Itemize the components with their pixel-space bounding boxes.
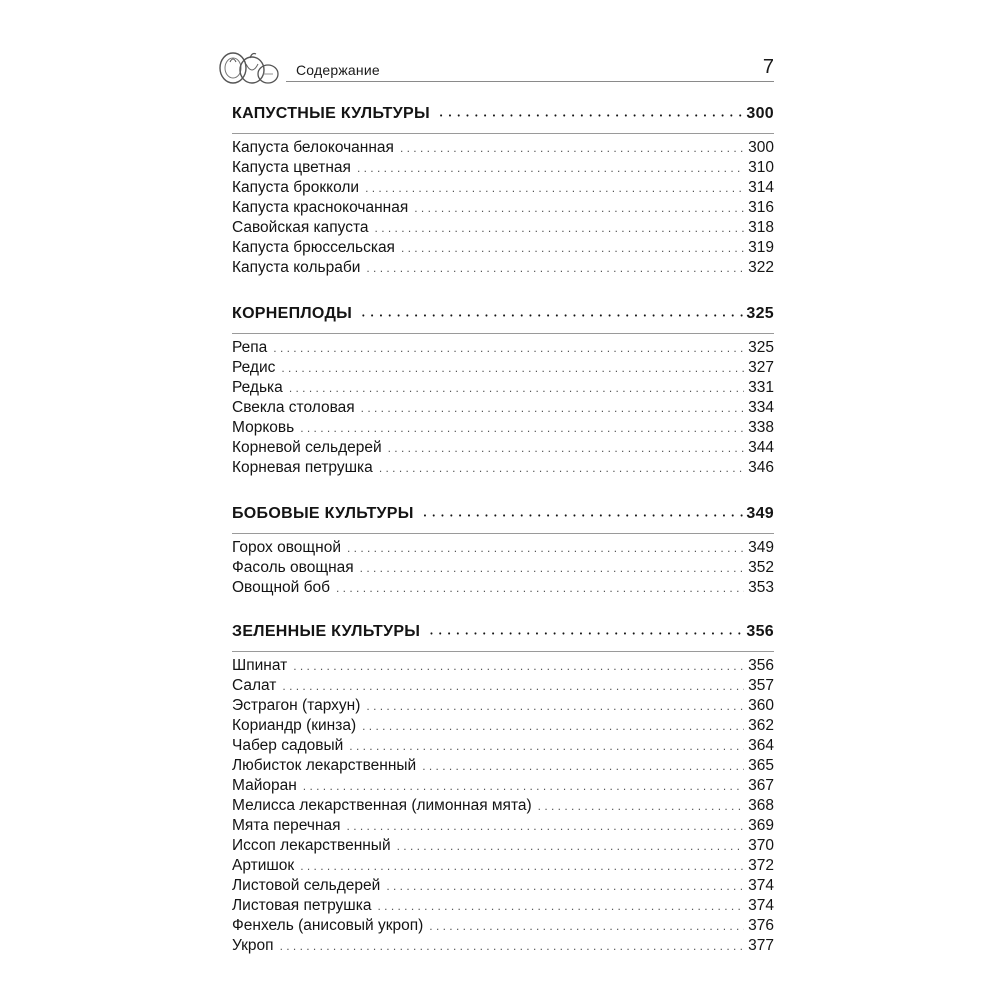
entry-title: Укроп (232, 937, 274, 954)
entry-page: 344 (748, 439, 774, 456)
toc-entry[interactable] (232, 677, 774, 697)
leader-dots (293, 659, 744, 673)
entry-page: 300 (748, 139, 774, 156)
toc-entry[interactable] (232, 917, 774, 937)
section-divider (232, 333, 774, 334)
toc-entry[interactable] (232, 439, 774, 459)
entry-page: 365 (748, 757, 774, 774)
toc-section-heading[interactable] (232, 105, 774, 129)
toc-entry[interactable] (232, 359, 774, 379)
leader-dots (414, 201, 744, 215)
entry-title: Капуста краснокочанная (232, 199, 409, 216)
section-title: КОРНЕПЛОДЫ (232, 305, 353, 322)
leader-dots (361, 401, 744, 415)
entry-title: Корневой сельдерей (232, 439, 382, 456)
leader-dots (365, 181, 744, 195)
toc-section-root-crops (232, 305, 774, 479)
toc-entry[interactable] (232, 697, 774, 717)
leader-dots (289, 381, 744, 395)
leader-dots (440, 105, 744, 121)
entry-page: 319 (748, 239, 774, 256)
entry-page: 322 (748, 259, 774, 276)
entry-page: 372 (748, 857, 774, 874)
entry-title: Фасоль овощная (232, 559, 354, 576)
entry-title: Морковь (232, 419, 295, 436)
entry-page: 374 (748, 877, 774, 894)
entry-title: Листовой сельдерей (232, 877, 381, 894)
page-header-title: Содержание (296, 62, 380, 78)
entry-title: Салат (232, 677, 277, 694)
entry-page: 368 (748, 797, 774, 814)
toc-entry[interactable] (232, 339, 774, 359)
entry-title: Капуста белокочанная (232, 139, 394, 156)
section-page: 356 (746, 623, 774, 640)
toc-entry[interactable] (232, 139, 774, 159)
leader-dots (347, 541, 744, 555)
leader-dots (430, 623, 744, 639)
section-divider (232, 533, 774, 534)
toc-entry[interactable] (232, 159, 774, 179)
toc-entry[interactable] (232, 259, 774, 279)
entry-page: 377 (748, 937, 774, 954)
section-title: БОБОВЫЕ КУЛЬТУРЫ (232, 505, 414, 522)
section-page: 300 (746, 105, 774, 122)
toc-entry[interactable] (232, 837, 774, 857)
toc-section-heading[interactable] (232, 623, 774, 647)
toc-entry[interactable] (232, 877, 774, 897)
header-rule (286, 81, 774, 82)
section-divider (232, 133, 774, 134)
entry-title: Репа (232, 339, 268, 356)
leader-dots (401, 241, 744, 255)
leader-dots (300, 421, 744, 435)
toc-entry[interactable] (232, 219, 774, 239)
page-header (216, 48, 774, 88)
toc-entry[interactable] (232, 937, 774, 957)
leader-dots (282, 679, 744, 693)
leader-dots (377, 899, 744, 913)
toc-entry[interactable] (232, 179, 774, 199)
leader-dots (386, 879, 744, 893)
leader-dots (366, 261, 744, 275)
leader-dots (422, 759, 744, 773)
leader-dots (362, 305, 744, 321)
entry-page: 349 (748, 539, 774, 556)
entry-page: 310 (748, 159, 774, 176)
entry-page: 314 (748, 179, 774, 196)
entry-page: 327 (748, 359, 774, 376)
leader-dots (362, 719, 744, 733)
entry-title: Мелисса лекарственная (лимонная мята) (232, 797, 532, 814)
entry-title: Овощной боб (232, 579, 331, 596)
toc-entry[interactable] (232, 239, 774, 259)
leader-dots (366, 699, 744, 713)
toc-entry[interactable] (232, 657, 774, 677)
leader-dots (379, 461, 744, 475)
toc-entry[interactable] (232, 419, 774, 439)
toc-entry[interactable] (232, 379, 774, 399)
entry-title: Майоран (232, 777, 297, 794)
entry-title: Эстрагон (тархун) (232, 697, 361, 714)
entry-page: 352 (748, 559, 774, 576)
toc-entry[interactable] (232, 777, 774, 797)
leader-dots (400, 141, 744, 155)
section-title: КАПУСТНЫЕ КУЛЬТУРЫ (232, 105, 430, 122)
leader-dots (397, 839, 745, 853)
entry-title: Свекла столовая (232, 399, 355, 416)
toc-section-heading[interactable] (232, 305, 774, 329)
toc-entry[interactable] (232, 817, 774, 837)
entry-title: Фенхель (анисовый укроп) (232, 917, 424, 934)
entry-page: 374 (748, 897, 774, 914)
leader-dots (303, 779, 744, 793)
entry-title: Кориандр (кинза) (232, 717, 357, 734)
toc-entry[interactable] (232, 737, 774, 757)
section-page: 325 (746, 305, 774, 322)
entry-page: 353 (748, 579, 774, 596)
entry-title: Редька (232, 379, 283, 396)
toc-section-heading[interactable] (232, 505, 774, 529)
leader-dots (300, 859, 744, 873)
entry-page: 318 (748, 219, 774, 236)
entry-page: 334 (748, 399, 774, 416)
entry-title: Капуста брюссельская (232, 239, 395, 256)
leader-dots (336, 581, 744, 595)
toc-entry[interactable] (232, 897, 774, 917)
entry-page: 346 (748, 459, 774, 476)
leader-dots (280, 939, 745, 953)
leader-dots (424, 505, 745, 521)
entry-page: 362 (748, 717, 774, 734)
entry-title: Мята перечная (232, 817, 341, 834)
toc-entry[interactable] (232, 199, 774, 219)
toc-entry[interactable] (232, 717, 774, 737)
leader-dots (429, 919, 744, 933)
entry-title: Чабер садовый (232, 737, 344, 754)
leader-dots (375, 221, 745, 235)
leader-dots (281, 361, 744, 375)
section-divider (232, 651, 774, 652)
page-number: 7 (762, 56, 774, 78)
entry-title: Шпинат (232, 657, 288, 674)
toc-entry[interactable] (232, 757, 774, 777)
entry-page: 370 (748, 837, 774, 854)
entry-title: Капуста кольраби (232, 259, 361, 276)
toc-entry[interactable] (232, 857, 774, 877)
entry-page: 331 (748, 379, 774, 396)
entry-title: Листовая петрушка (232, 897, 372, 914)
entry-title: Артишок (232, 857, 295, 874)
toc-entry[interactable] (232, 399, 774, 419)
entry-title: Редис (232, 359, 276, 376)
leader-dots (538, 799, 744, 813)
entry-page: 356 (748, 657, 774, 674)
leader-dots (347, 819, 745, 833)
toc-entry[interactable] (232, 559, 774, 579)
entry-title: Капуста цветная (232, 159, 351, 176)
entry-title: Савойская капуста (232, 219, 369, 236)
section-page: 349 (746, 505, 774, 522)
entry-page: 369 (748, 817, 774, 834)
toc-section-cabbage (232, 105, 774, 279)
section-title: ЗЕЛЕННЫЕ КУЛЬТУРЫ (232, 623, 421, 640)
leader-dots (273, 341, 744, 355)
vegetables-logo-icon (216, 48, 282, 88)
entry-title: Горох овощной (232, 539, 341, 556)
entry-page: 364 (748, 737, 774, 754)
entry-title: Корневая петрушка (232, 459, 373, 476)
entry-page: 325 (748, 339, 774, 356)
entry-page: 360 (748, 697, 774, 714)
toc-section-greens (232, 623, 774, 957)
leader-dots (357, 161, 744, 175)
leader-dots (349, 739, 744, 753)
toc-section-legumes (232, 505, 774, 599)
toc-entry[interactable] (232, 539, 774, 559)
entry-title: Любисток лекарственный (232, 757, 417, 774)
leader-dots (360, 561, 744, 575)
toc-entry[interactable] (232, 579, 774, 599)
toc-entry[interactable] (232, 459, 774, 479)
entry-page: 357 (748, 677, 774, 694)
entry-title: Капуста брокколи (232, 179, 360, 196)
entry-title: Иссоп лекарственный (232, 837, 391, 854)
entry-page: 316 (748, 199, 774, 216)
entry-page: 376 (748, 917, 774, 934)
toc-entry[interactable] (232, 797, 774, 817)
entry-page: 338 (748, 419, 774, 436)
entry-page: 367 (748, 777, 774, 794)
leader-dots (388, 441, 744, 455)
